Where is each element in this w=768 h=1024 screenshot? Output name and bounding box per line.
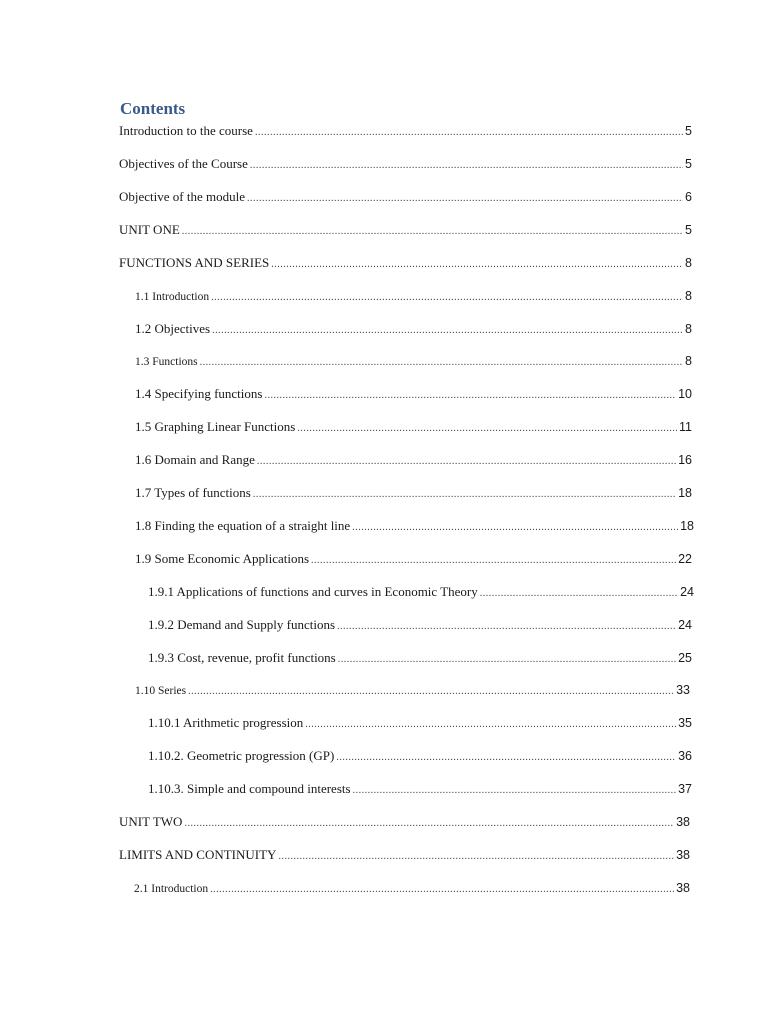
dot-leader bbox=[353, 782, 677, 800]
toc-entry-label: UNIT ONE bbox=[119, 222, 180, 237]
dot-leader bbox=[271, 256, 683, 274]
toc-entry[interactable] bbox=[135, 352, 692, 370]
toc-entry[interactable] bbox=[148, 747, 692, 765]
toc-entry[interactable] bbox=[135, 517, 694, 535]
toc-entry-page: 37 bbox=[678, 782, 692, 796]
toc-entry-page: 8 bbox=[685, 354, 692, 368]
toc-entry[interactable] bbox=[119, 254, 692, 272]
toc-entry-label: 1.2 Objectives bbox=[135, 321, 211, 336]
toc-entry[interactable] bbox=[148, 714, 692, 732]
dot-leader bbox=[305, 716, 676, 734]
dot-leader bbox=[337, 618, 676, 636]
toc-entry[interactable] bbox=[135, 320, 692, 338]
toc-entry-label: 1.10.2. Geometric progression (GP) bbox=[148, 748, 335, 763]
dot-leader bbox=[338, 651, 676, 669]
toc-entry-label: 1.9.3 Cost, revenue, profit functions bbox=[148, 650, 336, 665]
toc-entry-page: 5 bbox=[685, 124, 692, 138]
dot-leader bbox=[253, 486, 676, 504]
toc-entry-page: 25 bbox=[678, 651, 692, 665]
dot-leader bbox=[297, 420, 677, 438]
dot-leader bbox=[264, 387, 676, 405]
toc-entry[interactable] bbox=[134, 879, 690, 897]
dot-leader bbox=[278, 848, 674, 866]
toc-entry-page: 18 bbox=[680, 519, 694, 533]
toc-entry-label: Objectives of the Course bbox=[119, 156, 248, 171]
toc-entry[interactable] bbox=[148, 780, 692, 798]
dot-leader bbox=[184, 815, 674, 833]
toc-entry-page: 16 bbox=[678, 453, 692, 467]
dot-leader bbox=[480, 585, 678, 603]
dot-leader bbox=[250, 157, 683, 175]
toc-entry-page: 6 bbox=[685, 190, 692, 204]
toc-entry-label: 1.6 Domain and Range bbox=[135, 452, 255, 467]
toc-entry-page: 38 bbox=[676, 815, 690, 829]
toc-entry-label: 1.7 Types of functions bbox=[135, 485, 251, 500]
toc-entry-label: FUNCTIONS AND SERIES bbox=[119, 255, 270, 270]
dot-leader bbox=[200, 354, 683, 372]
toc-entry-label: 1.8 Finding the equation of a straight line bbox=[135, 518, 351, 533]
toc-entry-page: 38 bbox=[676, 848, 690, 862]
toc-entry-page: 8 bbox=[685, 289, 692, 303]
toc-entry[interactable] bbox=[148, 583, 694, 601]
toc-entry[interactable] bbox=[135, 385, 692, 403]
toc-entry-page: 36 bbox=[678, 749, 692, 763]
toc-entry[interactable] bbox=[119, 155, 692, 173]
toc-entry[interactable] bbox=[135, 681, 690, 699]
dot-leader bbox=[336, 749, 676, 767]
toc-entry[interactable] bbox=[119, 846, 690, 864]
toc-entry-page: 5 bbox=[685, 223, 692, 237]
toc-entry-label: 1.10.1 Arithmetic progression bbox=[148, 715, 304, 730]
dot-leader bbox=[212, 322, 683, 340]
dot-leader bbox=[210, 881, 674, 899]
toc-entry-label: 1.3 Functions bbox=[135, 356, 198, 368]
toc-entry-label: 2.1 Introduction bbox=[134, 883, 209, 895]
toc-entry-page: 5 bbox=[685, 157, 692, 171]
toc-entry-label: UNIT TWO bbox=[119, 814, 183, 829]
dot-leader bbox=[257, 453, 676, 471]
dot-leader bbox=[352, 519, 678, 537]
toc-entry-page: 22 bbox=[678, 552, 692, 566]
toc-entry[interactable] bbox=[119, 188, 692, 206]
toc-entry-label: Introduction to the course bbox=[119, 123, 253, 138]
toc-entry-label: 1.10.3. Simple and compound interests bbox=[148, 781, 351, 796]
toc-entry[interactable] bbox=[135, 418, 692, 436]
dot-leader bbox=[247, 190, 683, 208]
toc-entry-label: Objective of the module bbox=[119, 189, 245, 204]
toc-entry-page: 11 bbox=[679, 420, 692, 434]
toc-entry[interactable] bbox=[135, 484, 692, 502]
toc-entry-page: 35 bbox=[678, 716, 692, 730]
toc-entry[interactable] bbox=[148, 616, 692, 634]
toc-entry-page: 24 bbox=[680, 585, 694, 599]
toc-entry[interactable] bbox=[119, 122, 692, 140]
dot-leader bbox=[255, 124, 683, 142]
toc-entry[interactable] bbox=[119, 813, 690, 831]
toc-entry-page: 24 bbox=[678, 618, 692, 632]
toc-entry-page: 8 bbox=[685, 322, 692, 336]
toc-entry-label: 1.9.1 Applications of functions and curves in Economic Theory bbox=[148, 584, 478, 599]
toc-entry-page: 18 bbox=[678, 486, 692, 500]
toc-entry[interactable] bbox=[119, 221, 692, 239]
toc-entry[interactable] bbox=[135, 550, 692, 568]
dot-leader bbox=[311, 552, 676, 570]
toc-heading: Contents bbox=[120, 99, 186, 118]
toc-entry-label: 1.9.2 Demand and Supply functions bbox=[148, 617, 336, 632]
toc-entry-page: 33 bbox=[676, 683, 690, 697]
toc-entry-label: 1.1 Introduction bbox=[135, 291, 210, 303]
toc-entry-label: 1.9 Some Economic Applications bbox=[135, 551, 310, 566]
toc-entry-page: 10 bbox=[678, 387, 692, 401]
toc-entry[interactable] bbox=[148, 649, 692, 667]
toc-entry-label: 1.5 Graphing Linear Functions bbox=[135, 419, 296, 434]
dot-leader bbox=[188, 683, 674, 701]
dot-leader bbox=[211, 289, 683, 307]
dot-leader bbox=[182, 223, 683, 241]
toc-entry-label: 1.4 Specifying functions bbox=[135, 386, 263, 401]
toc-entry-page: 38 bbox=[676, 881, 690, 895]
toc-entry[interactable] bbox=[135, 287, 692, 305]
toc-entry[interactable] bbox=[135, 451, 692, 469]
toc-entry-label: LIMITS AND CONTINUITY bbox=[119, 847, 277, 862]
toc-entry-page: 8 bbox=[685, 256, 692, 270]
toc-entry-label: 1.10 Series bbox=[135, 685, 187, 697]
